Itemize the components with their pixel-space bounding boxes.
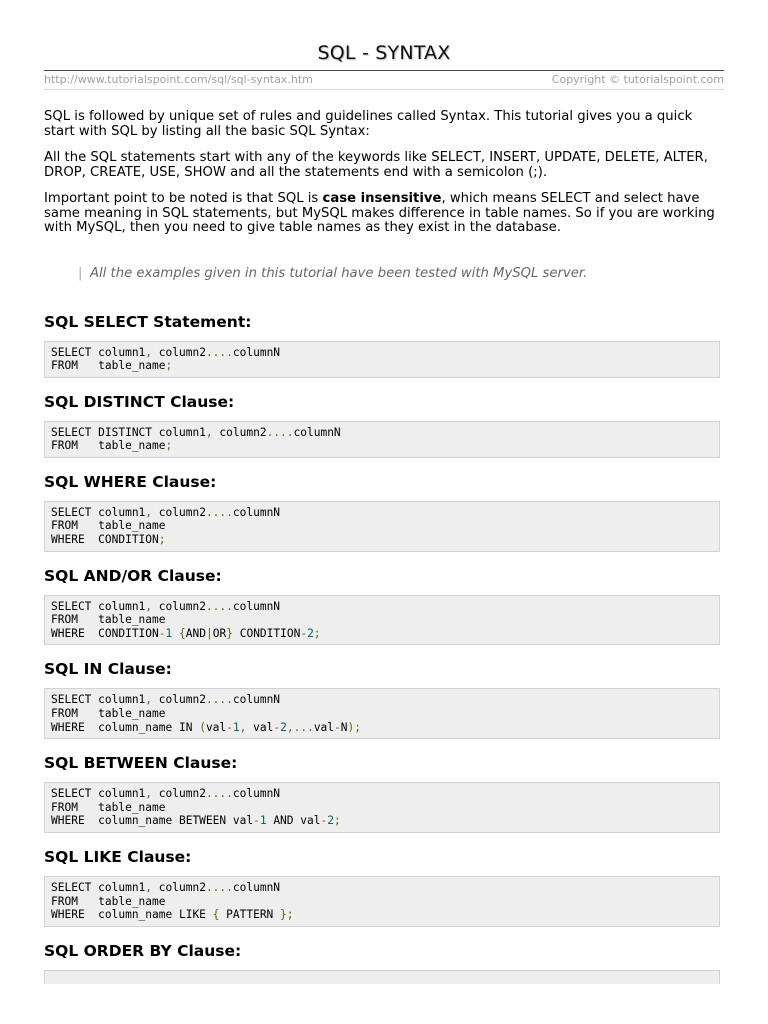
code-token: , [145,787,153,801]
code-token: 1 [165,626,173,640]
code-token: } [226,626,233,640]
code-block [44,782,720,833]
code-line [51,814,713,828]
code-token: WHERE CONDITION [51,626,159,640]
code-token: WHERE column_name LIKE [51,908,213,922]
header-divider [44,70,724,71]
code-token: columnN [232,599,281,613]
header-meta [44,73,724,87]
section-heading: SQL WHERE Clause: [44,472,217,491]
code-token: - [158,626,166,640]
code-token: , [145,881,153,894]
code-token: columnN [232,693,281,707]
code-line [51,506,713,520]
code-token: }; [280,908,294,922]
code-token: FROM table_name [51,439,166,453]
code-token: ; [158,533,166,547]
code-token: columnN [232,787,281,801]
code-token: ; [333,814,341,828]
code-token: column2 [152,693,206,707]
code-token: - [273,720,281,734]
page-title: SQL - SYNTAX [317,42,451,64]
code-block [44,421,720,458]
code-token: { [212,908,220,922]
code-token: WHERE column_name IN [51,720,200,734]
code-token: ( [199,720,206,734]
code-token: , [145,345,153,359]
code-token: | [206,626,213,640]
code-line [51,693,713,707]
code-token: column2 [152,505,206,519]
code-token: AND [185,626,206,640]
code-token: ; [165,359,173,373]
code-token: SELECT column1 [51,693,146,707]
code-token: - [300,626,308,640]
code-token: val [246,720,274,734]
code-line [51,519,713,533]
code-token: FROM table_name [51,800,166,814]
code-token: AND val [266,814,321,828]
intro-paragraph-1: SQL is followed by unique set of rules and guidelines called Syntax. This tutorial gives you a quick start with SQL by listing all the basic SQL Syntax: [44,109,693,139]
code-token: val [313,720,335,734]
code-token: , [145,505,153,519]
code-token: .... [205,505,233,519]
code-token: columnN [232,505,281,519]
code-line [51,908,713,922]
code-token: - [320,814,328,828]
code-token: .... [205,693,233,707]
code-token: - [334,720,341,734]
code-token: 2 [327,814,334,828]
quote-bar: | [78,265,83,281]
code-block [44,688,720,739]
code-token: SELECT column1 [51,505,146,519]
code-token: SELECT column1 [51,881,146,894]
code-line [51,881,713,895]
note-blockquote [44,266,724,282]
code-token: SELECT column1 [51,599,146,613]
code-token: .... [205,345,233,359]
code-token: - [253,814,260,828]
code-token: { [179,626,186,640]
code-token: , [145,599,153,613]
code-token: .... [205,881,233,894]
code-token: FROM table_name [51,707,166,721]
code-token: , [145,693,153,707]
code-token: columnN [293,425,341,439]
code-line [51,627,713,641]
code-line [51,801,713,815]
code-token: column2 [152,345,206,359]
code-token: FROM table_name [51,894,166,908]
code-token: .... [205,787,233,801]
code-token: val [205,720,227,734]
section-heading: SQL SELECT Statement: [44,312,252,331]
code-line [51,439,713,453]
document-page [44,0,724,984]
code-block [44,341,720,378]
code-token: column2 [152,599,206,613]
copyright-text: Copyright © tutorialspoint.com [551,73,724,86]
code-token: ); [347,720,362,734]
note-text: All the examples given in this tutorial have been tested with MySQL server. [90,265,588,281]
code-line [51,533,713,547]
code-token: - [226,720,233,734]
code-token: column2 [152,881,206,894]
intro-paragraph-3 [44,192,724,236]
section-heading: SQL IN Clause: [44,660,172,679]
code-token: , [205,425,213,439]
section-heading: SQL ORDER BY Clause: [44,941,242,960]
code-token: OR [212,626,227,640]
code-token: SELECT DISTINCT column1 [51,425,206,439]
intro-paragraph-2: All the SQL statements start with any of the keywords like SELECT, INSERT, UPDATE, DELETE, ALTER, DROP, CREATE, USE, SHOW and all the statements end with a semicolon (;). [44,150,708,180]
case-insensitive-emphasis: case insensitive [322,191,442,206]
code-token: N [340,720,348,734]
para3-end: , which means SELECT and select have same meaning in SQL statements, but MySQL makes difference in table names. So if you are working with MySQL, then you need to give table names as they exist in the database. [44,191,715,235]
code-line [51,707,713,721]
code-token: ,... [286,720,314,734]
code-token: .... [205,599,233,613]
code-line [51,346,713,360]
section-heading: SQL DISTINCT Clause: [44,392,235,411]
code-line [51,895,713,909]
code-token: 1 [259,814,267,828]
code-token: columnN [232,345,281,359]
code-token: ; [165,439,173,453]
code-token: 2 [307,626,314,640]
code-token: WHERE CONDITION [51,533,159,547]
para3-start: Important point to be noted is that SQL is [44,191,323,206]
code-block [44,501,720,552]
code-token: columnN [232,881,281,894]
code-token: column2 [212,425,267,439]
section-heading: SQL AND/OR Clause: [44,566,222,585]
code-line [51,613,713,627]
code-token: 2 [280,720,287,734]
code-token: SELECT column1 [51,787,146,801]
code-line [51,721,713,735]
code-token: , [239,720,247,734]
code-line [51,787,713,801]
code-token: FROM table_name [51,359,166,373]
section-heading: SQL LIKE Clause: [44,848,192,866]
code-token: SELECT column1 [51,345,146,359]
code-line [51,426,713,440]
code-token: WHERE column_name BETWEEN val [51,814,254,828]
section-heading: SQL BETWEEN Clause: [44,754,238,773]
code-line [51,359,713,373]
code-token: FROM table_name [51,519,166,533]
code-token: 1 [232,720,240,734]
code-block [44,876,720,927]
code-line [51,600,713,614]
code-block [44,970,720,984]
code-token: ; [313,626,321,640]
code-token: .... [266,425,294,439]
code-block [44,595,720,646]
source-url: http://www.tutorialspoint.com/sql/sql-syntax.htm [44,73,313,86]
code-token: PATTERN [219,908,281,922]
syntax-sections [44,312,724,984]
header-subdivider [44,89,724,90]
code-token: FROM table_name [51,613,166,627]
code-token: CONDITION [232,626,301,640]
code-token: column2 [152,787,206,801]
